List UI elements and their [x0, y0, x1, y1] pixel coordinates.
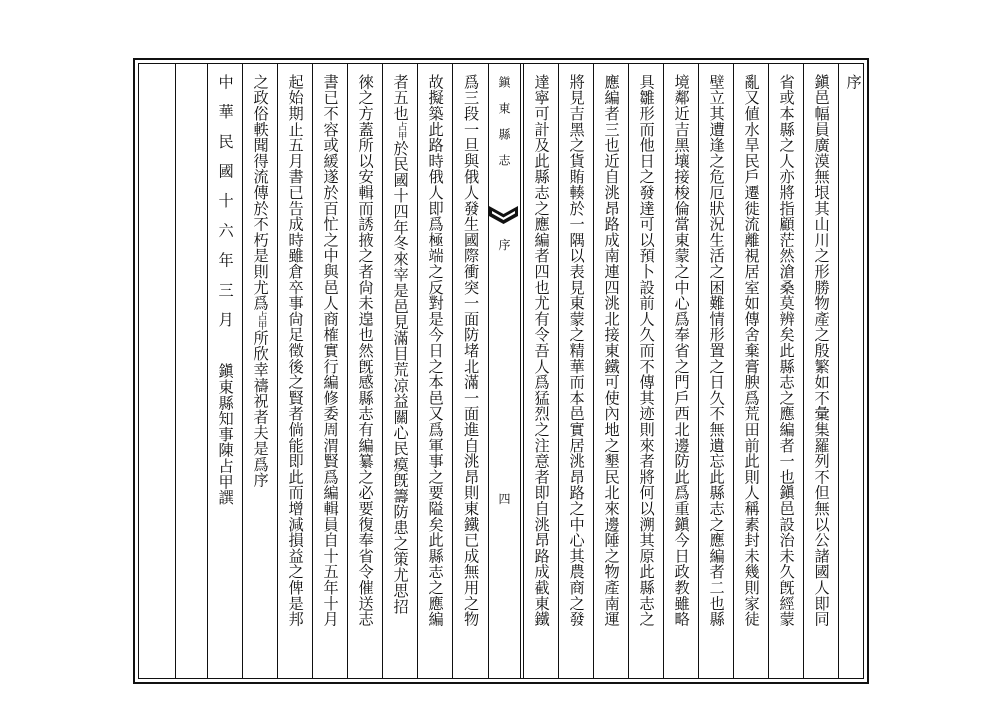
text-column-3	[733, 64, 768, 678]
center-fold	[488, 64, 521, 678]
blank-column	[139, 64, 175, 678]
text-line: 故擬築此路時俄人即爲極端之反對是今日之本邑又爲軍事之要隘矣此縣志之應編	[426, 74, 445, 627]
author-name-small: 占甲	[395, 121, 407, 141]
text-segment: 之政俗軼聞得流傳於不朽是則尤爲	[251, 74, 270, 311]
text-column-15	[277, 64, 312, 678]
text-column-8	[558, 64, 593, 678]
text-column-10	[452, 64, 488, 678]
colophon-date: 中華民國十六年三月	[216, 74, 235, 342]
page-number: 四	[498, 492, 511, 506]
text-line: 亂又値水旱民戶遷徙流離視居室如傳舍棄膏腴爲荒田前此則人稱素封未幾則家徒	[742, 74, 761, 627]
text-segment: 者五也	[391, 74, 410, 122]
text-column-1	[803, 64, 838, 678]
text-column-14	[312, 64, 347, 678]
text-column-7	[593, 64, 628, 678]
colophon-line	[216, 74, 235, 506]
text-line: 達寧可計及此縣志之應編者四也尤有令吾人爲猛烈之注意者即自洮昂路成截東鐵	[532, 74, 551, 627]
text-line: 徠之方蓋所以安輯而誘掖之者尙未遑也然旣感縣志有編纂之必要復奉省令催送志	[356, 74, 375, 627]
text-line: 起始期止五月書已告成時雖倉卒事尙足徵後之賢者倘能即此而增減損益之俾是邦	[286, 74, 305, 627]
text-line: 具雛形而他日之發達可以預卜設前人久而不傳其迹則來者將何以溯其原此縣志之	[637, 74, 656, 627]
section-label: 序	[498, 238, 511, 252]
text-line: 應編者三也近自洮昂路成南連四洮北接東鐵可使內地之墾民北來邊陲之物產南運	[602, 74, 621, 627]
text-line: 省或本縣之人亦將指顧茫然滄桑莫辨矣此縣志之應編者一也鎭邑設治未久旣經蒙	[777, 74, 796, 627]
text-segment: 於民國十四年冬來宰是邑見滿目荒凉益關心民瘼旣籌防患之策尤思招	[391, 140, 410, 615]
fish-tail-mark-icon	[489, 204, 518, 226]
text-segment: 所欣幸禱祝者夫是爲序	[251, 330, 270, 488]
text-column-13	[347, 64, 382, 678]
text-column-16	[242, 64, 277, 678]
author-name-small: 占甲	[255, 311, 267, 330]
colophon-column	[207, 64, 242, 678]
text-column-2	[768, 64, 803, 678]
inner-border	[138, 63, 864, 679]
text-column-9	[523, 64, 558, 678]
text-column-6	[628, 64, 663, 678]
heading-column	[838, 64, 867, 678]
text-column-12	[382, 64, 417, 678]
text-line	[391, 74, 410, 615]
text-column-5	[663, 64, 698, 678]
blank-column	[175, 64, 207, 678]
text-column-11	[417, 64, 452, 678]
heading: 序	[844, 74, 863, 90]
text-line: 爲三段一旦與俄人發生國際衝突一面防堵北滿一面進自洮昂則東鐵已成無用之物	[462, 74, 481, 627]
text-column-4	[698, 64, 733, 678]
text-line: 將見吉黑之貨賄輳於一隅以表見東蒙之精華而本邑實居洮昂路之中心其農商之發	[567, 74, 586, 627]
text-line: 壁立其遭逢之危厄狀況生活之困難情形置之日久不無遺忘此縣志之應編者二也縣	[707, 74, 726, 627]
page-frame	[133, 58, 869, 684]
text-line: 書已不容或緩遂於百忙之中與邑人商榷實行編修委周渭賢爲編輯員自十五年十月	[321, 74, 340, 627]
text-line	[251, 74, 270, 488]
colophon-author: 鎭東縣知事陳占甲譔	[216, 363, 235, 506]
book-title: 鎭東縣志	[497, 76, 511, 180]
text-line: 境鄰近吉黑壤接梭倫當東蒙之中心爲奉省之門戶西北邊防此爲重鎭今日政教雖略	[672, 74, 691, 627]
text-line: 鎭邑幅員廣漠無垠其山川之形勝物產之殷繁如不彙集羅列不但無以公諸國人即同	[812, 74, 831, 627]
